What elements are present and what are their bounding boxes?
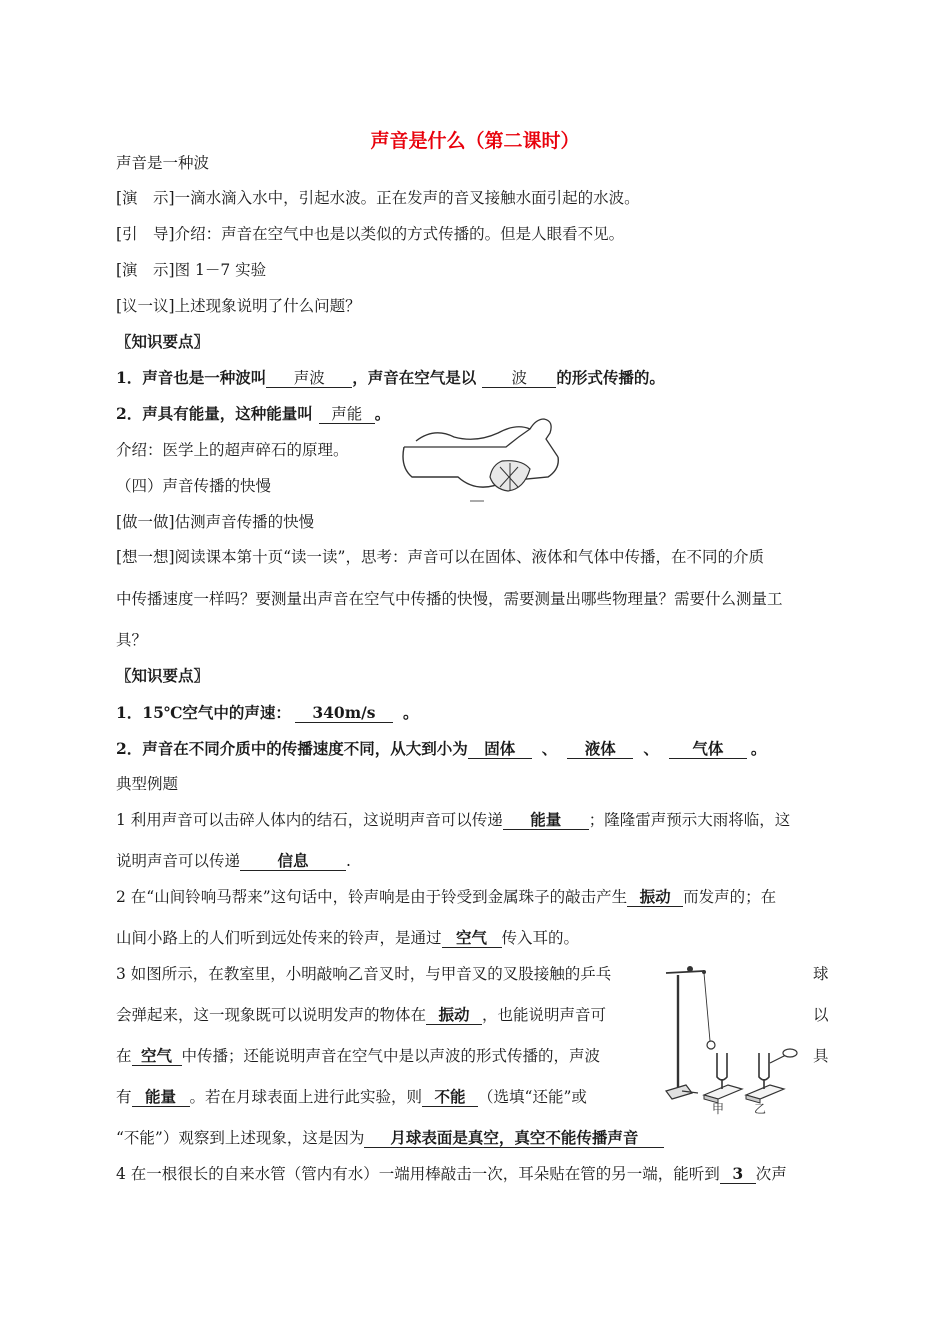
answer-blank: 振动	[627, 888, 683, 907]
page-title: 声音是什么（第二课时）	[370, 130, 580, 152]
answer-blank: 气体	[669, 740, 747, 759]
example-3-line-3: 在 空气 中传播；还能说明声音在空气中是以声波的形式传播的，声波	[116, 1046, 601, 1065]
answer-blank: 空气	[132, 1047, 182, 1066]
answer-blank: 液体	[567, 740, 633, 759]
example-3-line-2: 会弹起来，这一现象既可以说明发声的物体在 振动 ，也能说明声音可	[116, 1005, 607, 1024]
speed-point-1: 1．15℃空气中的声速： 340m/s 。	[116, 703, 419, 722]
example-2-line-2: 山间小路上的人们听到远处传来的铃声，是通过 空气 传入耳的。	[116, 928, 580, 947]
answer-blank: 340m/s	[295, 704, 393, 723]
answer-blank: 不能	[422, 1088, 478, 1107]
knowledge-heading-2: 〖知识要点〗	[116, 666, 210, 685]
example-3-wrap-2: 以	[813, 1006, 829, 1024]
intro-line: 介绍：医学上的超声碎石的原理。	[116, 441, 349, 459]
answer-blank: 声能	[319, 405, 375, 424]
demo-line-2: [演 示]图 1－7 实验	[116, 261, 267, 279]
think-line-2: 中传播速度一样吗？要测量出声音在空气中传播的快慢，需要测量出哪些物理量？需要什么测量工	[116, 590, 783, 608]
example-4-line-1: 4 在一根很长的自来水管（管内有水）一端用棒敲击一次，耳朵贴在管的另一端，能听到 3 次声	[116, 1164, 787, 1183]
answer-blank: 能量	[503, 811, 589, 830]
example-2-line-1: 2 在“山间铃响马帮来”这句话中，铃声响是由于铃受到金属珠子的敲击产生 振动 而发声的；在	[116, 887, 777, 906]
lithotripsy-figure	[398, 407, 564, 505]
demo-line-1: [演 示]一滴水滴入水中，引起水波。正在发声的音叉接触水面引起的水波。	[116, 189, 640, 207]
discuss-line: [议一议]上述现象说明了什么问题？	[116, 297, 361, 315]
answer-blank: 空气	[442, 929, 502, 948]
think-line-3: 具？	[116, 631, 148, 649]
example-3-line-5: “不能”）观察到上述现象，这是因为 月球表面是真空，真空不能传播声音	[116, 1128, 664, 1148]
point-1: 1．声音也是一种波叫 声波 ，声音在空气是以 波 的形式传播的。	[116, 368, 665, 387]
section-heading: 声音是一种波	[116, 154, 210, 172]
answer-blank: 固体	[468, 740, 532, 759]
think-line-1: [想一想]阅读课本第十页“读一读”，思考：声音可以在固体、液体和气体中传播，在不同的介质	[116, 548, 764, 566]
tuning-fork-figure	[660, 965, 802, 1115]
example-3-line-4: 有 能量 。若在月球表面上进行此实验，则 不能 （选填“还能”或	[116, 1087, 587, 1106]
answer-blank: 能量	[132, 1088, 190, 1107]
example-1-line-2: 说明声音可以传递 信息 .	[116, 851, 351, 870]
point-2: 2．声具有能量，这种能量叫 声能 。	[116, 404, 391, 423]
fork-label-yi: 乙	[754, 1102, 767, 1115]
answer-blank: 月球表面是真空，真空不能传播声音	[364, 1129, 664, 1148]
answer-blank: 波	[482, 369, 556, 388]
example-1-line-1: 1 利用声音可以击碎人体内的结石，这说明声音可以传递 能量 ；隆隆雷声预示大雨将临，这	[116, 810, 791, 829]
examples-heading: 典型例题	[116, 775, 179, 793]
subsection-heading: （四）声音传播的快慢	[116, 477, 272, 495]
activity-line: [做一做]估测声音传播的快慢	[116, 513, 315, 531]
example-3-wrap-1: 球	[813, 965, 829, 983]
fork-label-jia: 甲	[712, 1102, 725, 1115]
answer-blank: 振动	[426, 1006, 482, 1025]
answer-blank: 声波	[266, 369, 352, 388]
example-3-line-1: 3 如图所示，在教室里，小明敲响乙音叉时，与甲音叉的叉股接触的乒乓	[116, 965, 612, 983]
guide-line: [引 导]介绍：声音在空气中也是以类似的方式传播的。但是人眼看不见。	[116, 225, 625, 243]
speed-point-2: 2．声音在不同介质中的传播速度不同，从大到小为 固体 、 液体 、 气体 。	[116, 739, 767, 758]
answer-blank: 3	[720, 1165, 756, 1184]
knowledge-heading-1: 〖知识要点〗	[116, 332, 210, 351]
answer-blank: 信息	[240, 852, 346, 871]
example-3-wrap-3: 具	[813, 1047, 829, 1065]
